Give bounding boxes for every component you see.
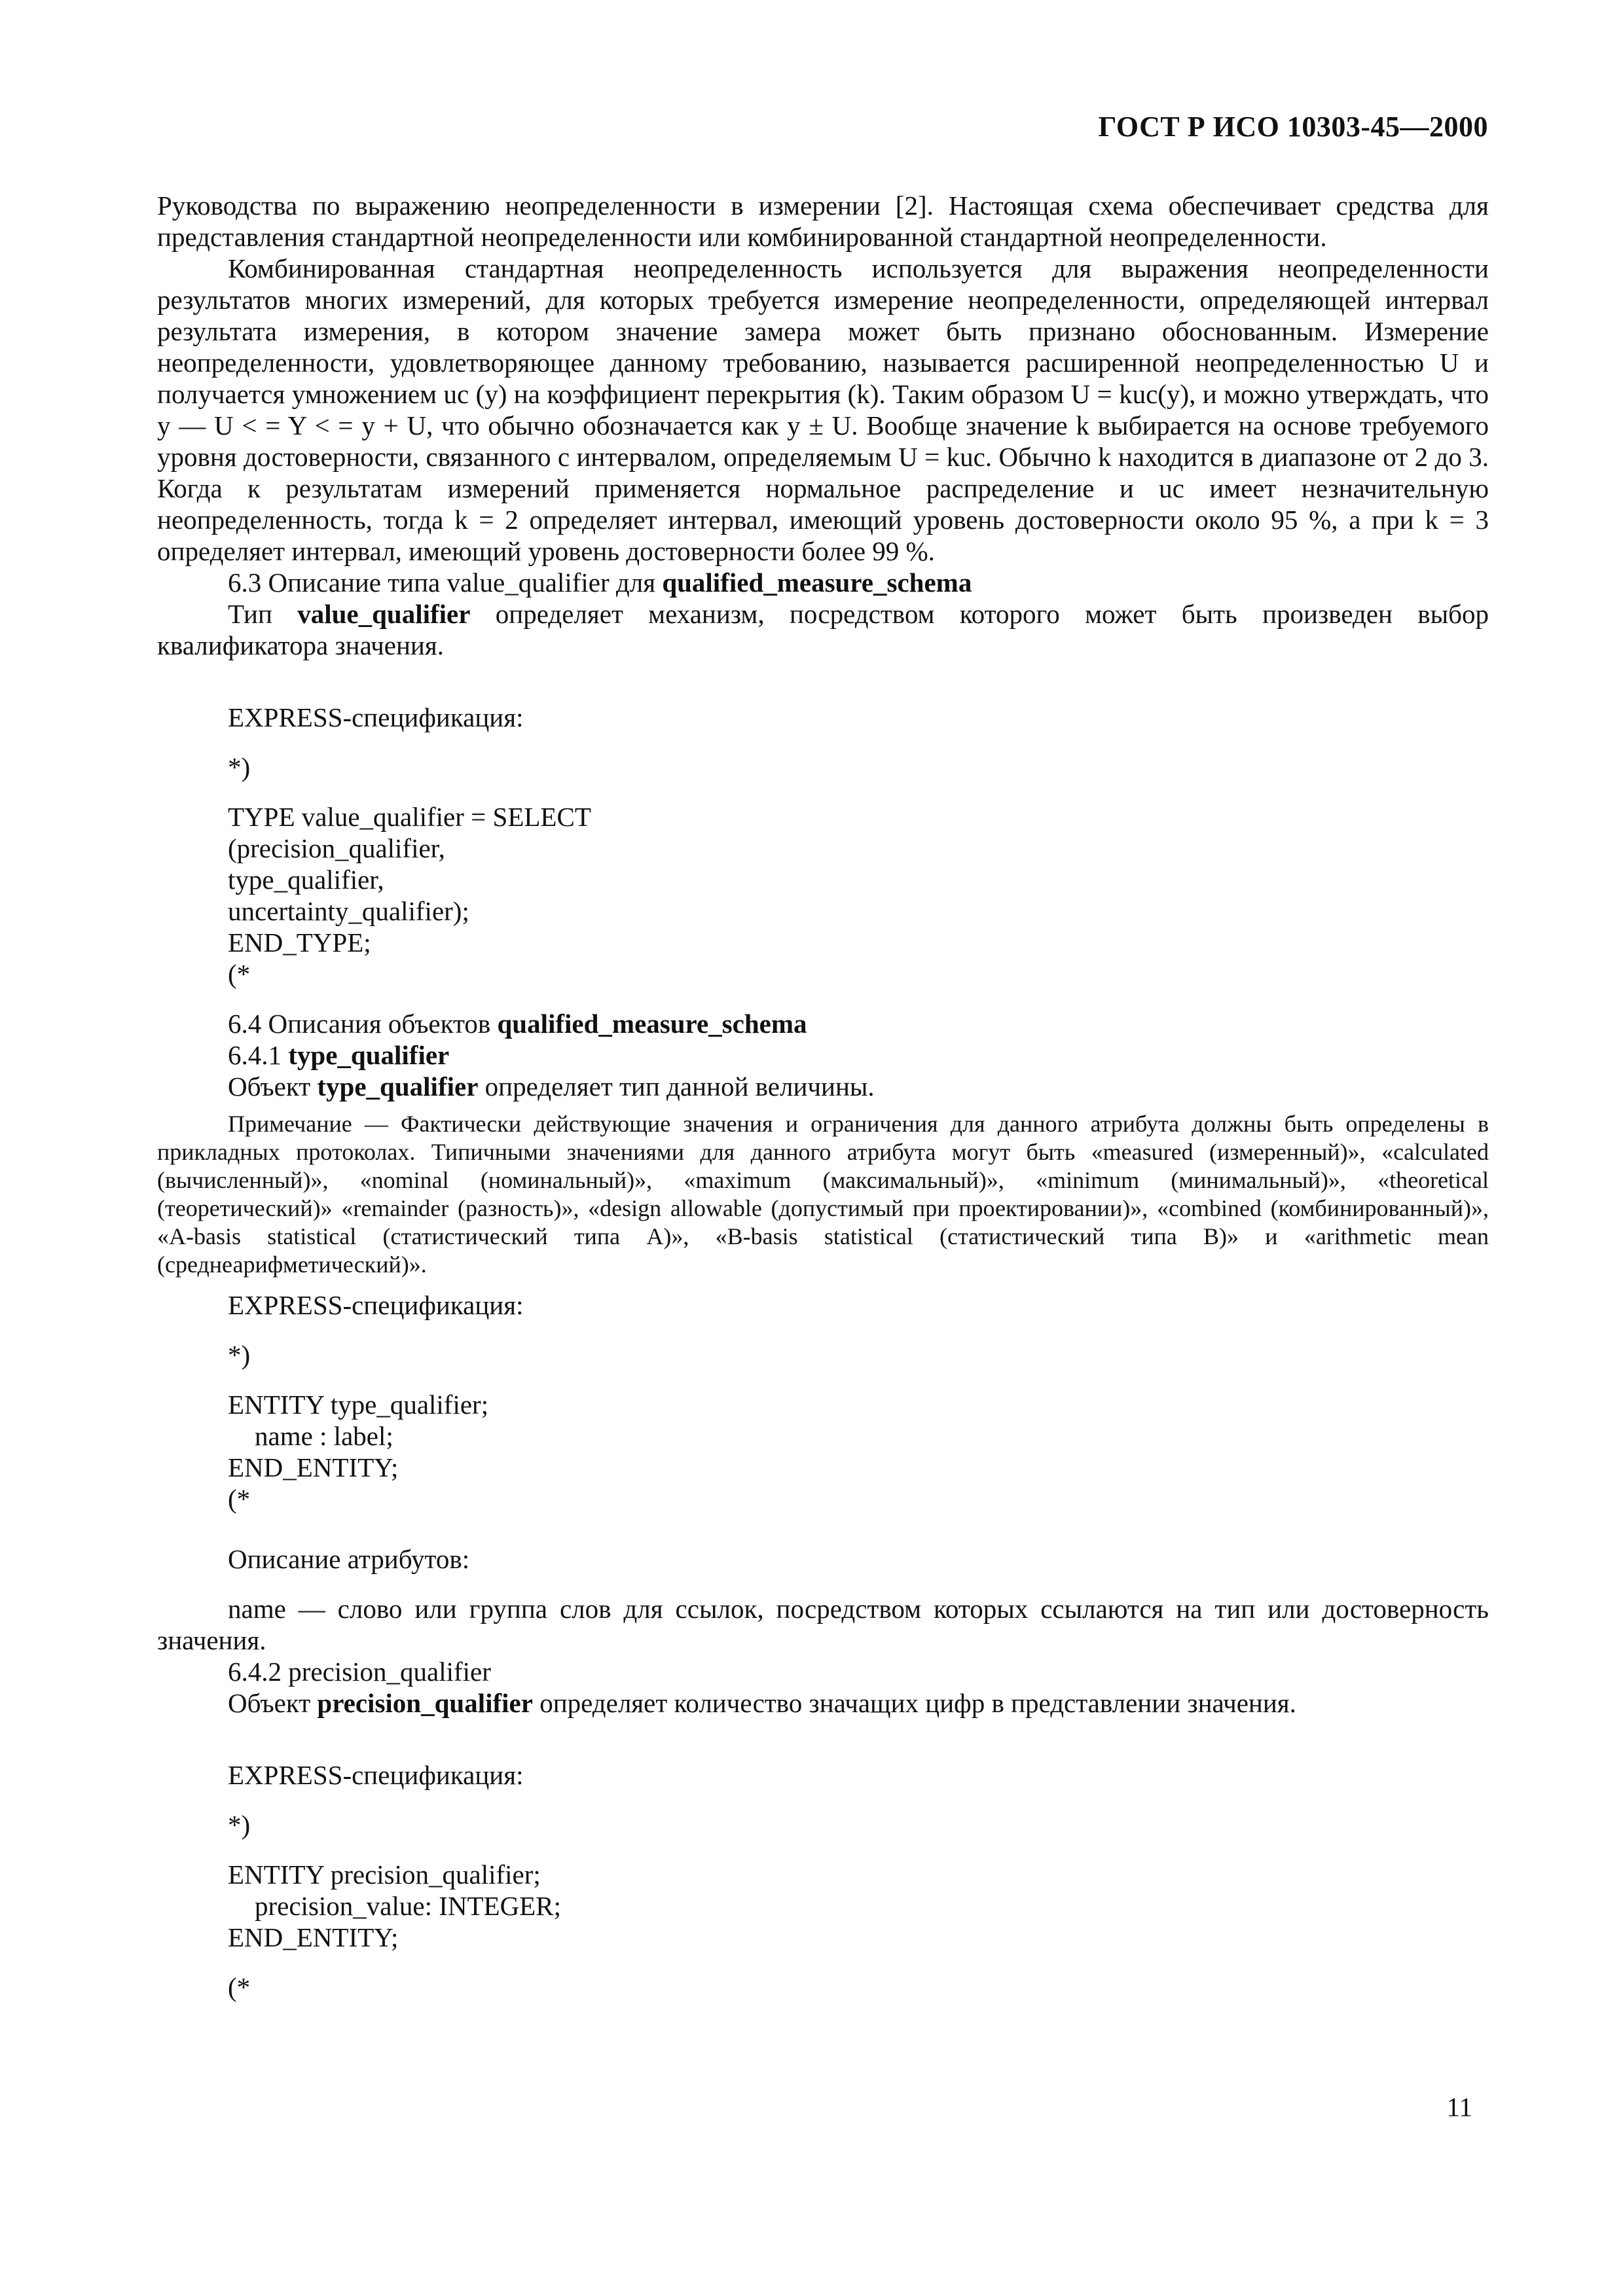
code-line: (* — [228, 1484, 251, 1514]
code-block-value-qualifier — [157, 751, 1489, 990]
section-6-4-2-heading: 6.4.2 precision_qualifier — [228, 1657, 491, 1687]
code-line: END_TYPE; — [228, 927, 371, 958]
code-line: *) — [228, 752, 251, 782]
paragraph-value-qualifier: Тип value_qualifier определяет механизм, посредством которого может быть произведен выбор квалификатора значения. — [157, 599, 1489, 660]
code-line: (* — [228, 1972, 251, 2002]
code-line: name : label; — [228, 1421, 393, 1451]
note-typical-values: Примечание — Фактически действующие значения и ограничения для данного атрибута должны быть определены в прикладных протоколах. Типичными значениями для данного атрибута могут быть «measured (измеренный)», «calculated (вычисленный)», «nominal (номинальный)», «maximum (максимальный)», «minimum (минимальный)», «theoretical (теоретический)» «remainder (разность)», «design allowable (допустимый при проектировании)», «combined (комбинированный)», «A-basis statistical (статистический типа A)», «B-basis statistical (статистический типа B)» и «arithmetic mean (среднеарифметический)». — [157, 1111, 1489, 1278]
code-line: TYPE value_qualifier = SELECT — [228, 802, 591, 832]
code-line: type_qualifier, — [228, 865, 384, 895]
code-block-precision-qualifier — [157, 1809, 1489, 2003]
code-line: ENTITY type_qualifier; — [228, 1390, 489, 1420]
paragraph-type-qualifier: Объект type_qualifier определяет тип данной величины. — [228, 1071, 875, 1102]
code-line: *) — [228, 1810, 251, 1840]
code-line: END_ENTITY; — [228, 1452, 399, 1482]
code-line: precision_value: INTEGER; — [228, 1891, 561, 1921]
code-line: END_ENTITY; — [228, 1922, 399, 1952]
code-line: (precision_qualifier, — [228, 833, 445, 863]
paragraph-uncertainty: Комбинированная стандартная неопределенность используется для выражения неопределенности результатов многих измерений, для которых требуется измерение неопределенности, определяющей интервал результата измерения, в котором значение замера может быть признано обоснованным. Измерение неопределенности, удовлетворяющее данному требованию, называется расширенной неопределенностью U и получается умножением uc (y) на коэффициент перекрытия (k). Таким образом U = kuc(y), и можно утверждать, что y — U < = Y < = y + U, что обычно обозначается как y ± U. Вообще значение k выбирается на основе требуемого уровня достоверности, связанного с интервалом, определяемым U = kuc. Обычно k находится в диапазоне от 2 до 3. Когда к результатам измерений применяется нормальное распределение и uc имеет незначительную неопределенность, тогда k = 2 определяет интервал, имеющий уровень достоверности около 95 %, а при k = 3 определяет интервал, имеющий уровень достоверности более 99 %. — [157, 253, 1489, 566]
code-line: uncertainty_qualifier); — [228, 896, 469, 926]
express-label-3: EXPRESS-спецификация: — [228, 1760, 524, 1790]
paragraph-intro: Руководства по выражению неопределенности в измерении [2]. Настоящая схема обеспечивает средства для представления стандартной неопределенности или комбинированной стандартной неопределенности. — [157, 190, 1489, 252]
express-label-2: EXPRESS-спецификация: — [228, 1290, 524, 1320]
section-6-4-1-heading: 6.4.1 type_qualifier — [228, 1040, 450, 1070]
express-label-1: EXPRESS-спецификация: — [228, 702, 524, 732]
code-line: *) — [228, 1340, 251, 1370]
page-header-doc-id: ГОСТ Р ИСО 10303-45—2000 — [1098, 111, 1488, 143]
page-number: 11 — [1446, 2092, 1472, 2122]
page-content — [157, 190, 1489, 2003]
code-line: ENTITY precision_qualifier; — [228, 1859, 541, 1890]
section-6-3-heading: 6.3 Описание типа value_qualifier для qualified_measure_schema — [228, 567, 972, 598]
attribute-name-description: name — слово или группа слов для ссылок, посредством которых ссылаются на тип или достоверность значения. — [157, 1594, 1489, 1655]
paragraph-precision-qualifier: Объект precision_qualifier определяет количество значащих цифр в представлении значения. — [228, 1688, 1296, 1718]
code-line: (* — [228, 959, 251, 989]
attributes-label: Описание атрибутов: — [228, 1544, 470, 1574]
code-block-type-qualifier — [157, 1339, 1489, 1515]
section-6-4-heading: 6.4 Описания объектов qualified_measure_schema — [228, 1009, 807, 1039]
